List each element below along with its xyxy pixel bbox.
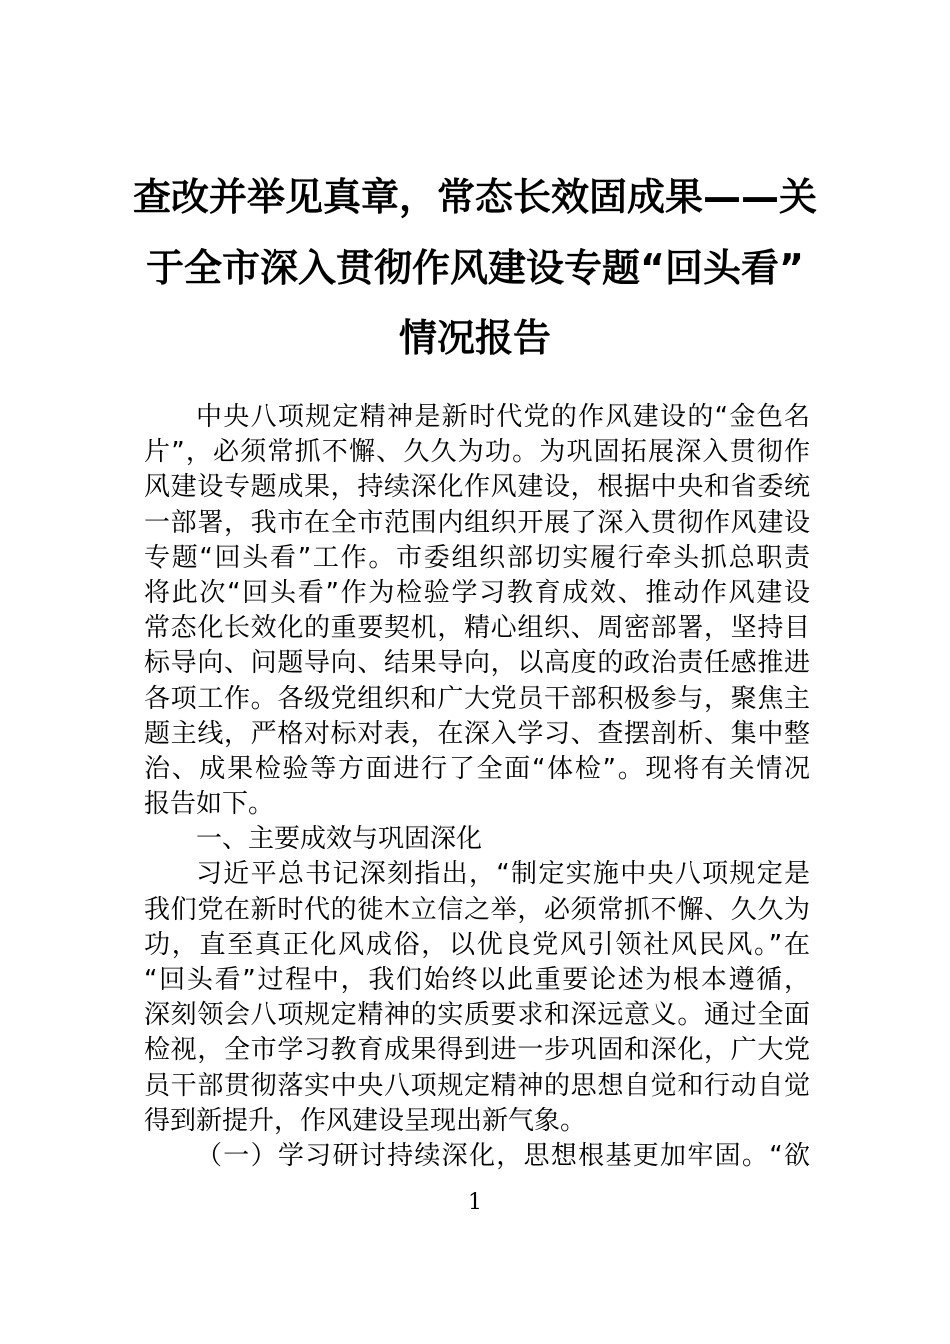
- body-line: 题主线，严格对标对表，在深入学习、查摆剖析、集中整: [144, 718, 810, 749]
- body-line: 常态化长效化的重要契机，精心组织、周密部署，坚持目: [144, 613, 810, 644]
- body-line: 功，直至真正化风成俗，以优良党风引领社风民风。”在: [144, 929, 810, 960]
- body-line: 我们党在新时代的徙木立信之举，必须常抓不懈、久久为: [144, 894, 810, 925]
- body-line: 中央八项规定精神是新时代党的作风建设的“金色名: [196, 402, 810, 432]
- body-line: 片”，必须常抓不懈、久久为功。为巩固拓展深入贯彻作: [144, 437, 810, 468]
- body-line: 报告如下。: [144, 789, 275, 820]
- document-title-line-2: 于全市深入贯彻作风建设专题“回头看”: [146, 246, 804, 290]
- section-heading: 一、主要成效与巩固深化: [196, 824, 483, 855]
- body-line: 标导向、问题导向、结果导向，以高度的政治责任感推进: [144, 648, 810, 679]
- body-line: 将此次“回头看”作为检验学习教育成效、推动作风建设: [144, 577, 810, 608]
- body-line: 专题“回头看”工作。市委组织部切实履行牵头抓总职责: [144, 542, 810, 573]
- document-body: [144, 400, 810, 1174]
- subsection-heading-line: （一）学习研讨持续深化，思想根基更加牢固。“欲: [196, 1140, 810, 1171]
- document-title-line-3: 情况报告: [398, 316, 551, 360]
- body-line: 一部署，我市在全市范围内组织开展了深入贯彻作风建设: [144, 507, 810, 538]
- body-line: 习近平总书记深刻指出，“制定实施中央八项规定是: [196, 859, 810, 890]
- body-line: 员干部贯彻落实中央八项规定精神的思想自觉和行动自觉: [144, 1070, 810, 1101]
- body-line: “回头看”过程中，我们始终以此重要论述为根本遵循，: [144, 965, 810, 995]
- page-number: 1: [468, 1190, 482, 1215]
- body-line: 检视，全市学习教育成果得到进一步巩固和深化，广大党: [144, 1035, 810, 1066]
- body-line: 各项工作。各级党组织和广大党员干部积极参与，聚焦主: [144, 683, 810, 714]
- body-line: 得到新提升，作风建设呈现出新气象。: [144, 1105, 587, 1136]
- document-title-line-1: 查改并举见真章，常态长效固成果——关: [132, 175, 817, 219]
- body-line: 深刻领会八项规定精神的实质要求和深远意义。通过全面: [144, 1000, 810, 1031]
- body-line: 治、成果检验等方面进行了全面“体检”。现将有关情况: [144, 753, 810, 784]
- body-line: 风建设专题成果，持续深化作风建设，根据中央和省委统: [144, 472, 810, 503]
